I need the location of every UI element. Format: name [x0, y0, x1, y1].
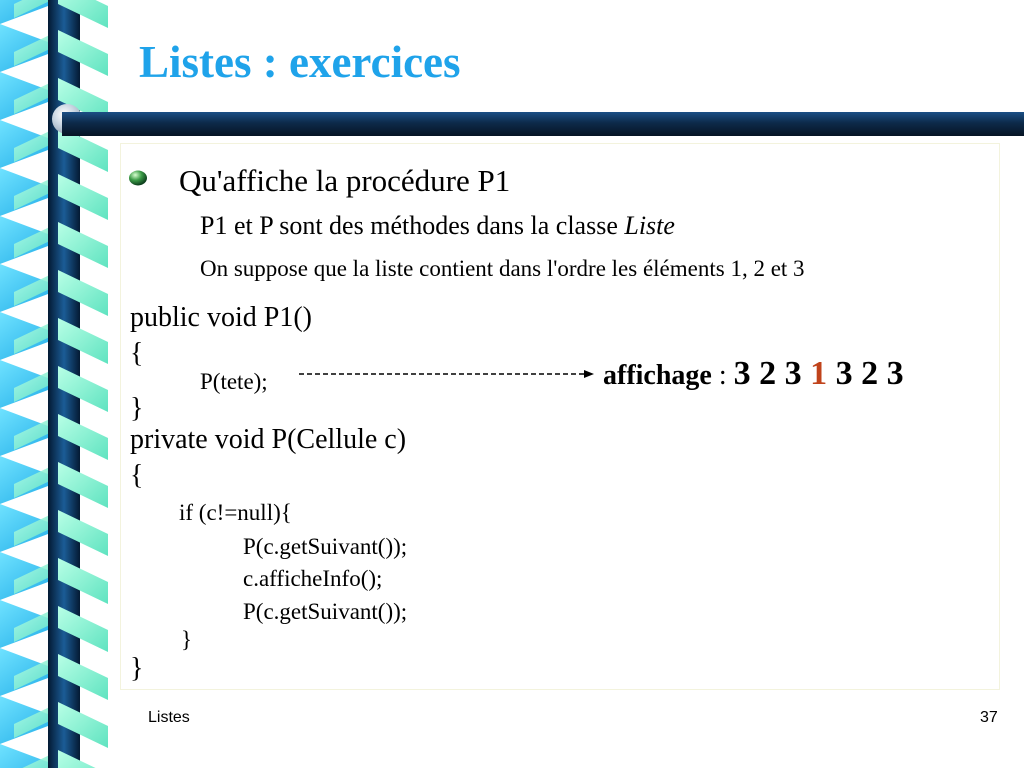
- code-line-2: {: [130, 338, 144, 369]
- sub-bullet-classes: [200, 213, 675, 239]
- result-sequence-start: 3 2 3: [733, 355, 811, 392]
- class-name: Liste: [624, 211, 675, 240]
- code-line-3: P(tete);: [200, 369, 268, 394]
- sub-bullet-assumption: On suppose que la liste contient dans l'ordre les éléments 1, 2 et 3: [200, 256, 805, 281]
- bullet-text: Qu'affiche la procédure P1: [179, 163, 511, 198]
- title-underline-bar: [62, 112, 1024, 136]
- code-line-4: }: [130, 393, 144, 424]
- result-highlight: 1: [810, 355, 828, 392]
- sub-bullet-classes-text: P1 et P sont des méthodes dans la classe: [200, 211, 625, 240]
- code-line-6: {: [130, 460, 144, 491]
- code-line-9: c.afficheInfo();: [243, 566, 383, 591]
- code-line-8: P(c.getSuivant());: [243, 534, 408, 559]
- result-colon: :: [711, 360, 734, 391]
- footer-label: Listes: [148, 709, 190, 726]
- result-sequence-end: 3 2 3: [827, 355, 904, 392]
- dashed-arrow: [298, 367, 598, 381]
- code-line-1: public void P1(): [130, 302, 312, 333]
- result-output: [603, 357, 904, 391]
- code-line-7: if (c!=null){: [179, 500, 292, 525]
- bullet-icon: [128, 168, 148, 186]
- code-line-5: private void P(Cellule c): [130, 424, 407, 455]
- code-line-11: }: [181, 627, 193, 652]
- code-line-12: }: [130, 653, 144, 684]
- code-line-10: P(c.getSuivant());: [243, 599, 408, 624]
- result-label: affichage: [603, 360, 712, 391]
- slide-number: 37: [980, 709, 998, 726]
- slide-title: Listes : exercices: [139, 37, 461, 87]
